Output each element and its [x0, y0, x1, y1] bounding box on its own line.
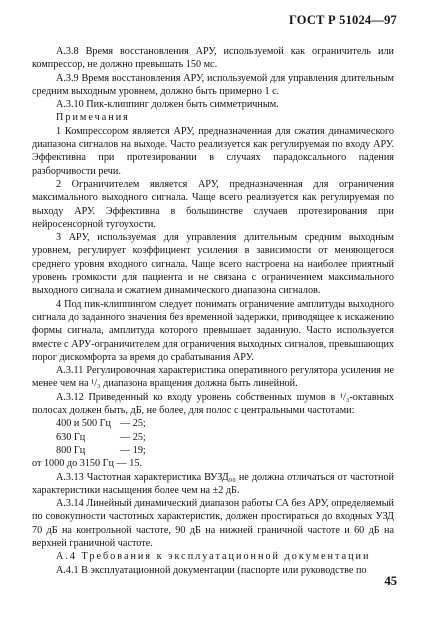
clause-a-3-11: А.3.11 Регулировочная характеристика оперативного регулятора усиления не менее чем на ¹/₃ диапазона вращения должна быть линейной.: [32, 365, 394, 390]
frequency-label: 800 Гц: [56, 444, 86, 456]
clause-a-3-10: А.3.10 Пик-клиппинг должен быть симметричным.: [56, 99, 279, 111]
section-a-4-heading: А.4 Требования к эксплуатационной документации: [56, 551, 371, 563]
noise-value: — 19;: [120, 444, 146, 456]
note-1: 1 Компрессором является АРУ, предназначенная для сжатия динамического диапазона сигналов на выходе. Часто реализуется как регулируемая по входу АРУ. Эффективна при протезировании в случаях парадоксального падения разборчивости речи.: [32, 125, 394, 177]
page-number: 45: [384, 574, 397, 588]
noise-level-list: [56, 417, 394, 457]
clause-a-3-13: А.3.13 Частотная характеристика ВУЗД₉₀ не должна отличаться от частотной характеристики насыщения более чем на ±2 дБ.: [32, 471, 394, 496]
noise-value: — 25;: [120, 418, 146, 430]
clause-a-4-1: А.4.1 В эксплуатационной документации (паспорте или руководстве по: [56, 564, 367, 576]
noise-level-row: [56, 444, 394, 457]
note-3: 3 АРУ, используемая для управления длительным средним выходным уровнем, регулирует коэффициент усиления в зависимости от меняющегося среднего уровня входного сигнала. Чаще всего настроена на наиболее приятный уровень громкости для пациента и не связана с ограничением максимального выходного сигнала и сжатием динамического диапазона сигналов.: [32, 232, 394, 297]
noise-value: — 25;: [120, 431, 146, 443]
note-4: 4 Под пик-клиппингом следует понимать ограничение амплитуды выходного сигнала до заданного значения без временной задержки, приводящее к искажению формы сигнала, амплитуда которого превышает заданную. Часто используется вместе с АРУ-ограничителем для ограничения выходных сигналов, превышающих порог дискомфорта за время до срабатывания АРУ.: [32, 298, 394, 363]
clause-a-3-12: А.3.12 Приведенный ко входу уровень собственных шумов в ¹/₃-октавных полосах должен быть, дБ, не более, для полос с центральными частотами:: [32, 391, 394, 417]
noise-level-row: [56, 431, 394, 444]
clause-a-3-14: А.3.14 Линейный динамический диапазон работы СА без АРУ, определяемый по совокупности частотных характеристик, должен простираться до входных УЗД 70 дБ на контрольной частоте, 90 дБ на нижней граничной частоте и 60 дБ на верхней граничной частоте.: [32, 498, 394, 549]
frequency-label: 400 и 500 Гц: [56, 418, 111, 430]
noise-level-row: [56, 417, 394, 430]
standard-header: ГОСТ Р 51024—97: [288, 13, 397, 27]
clause-a-3-8: А.3.8 Время восстановления АРУ, используемой как ограничитель или компрессор, не должно превышать 150 мс.: [32, 46, 394, 71]
document-body: [32, 45, 394, 577]
notes-heading: Примечания: [56, 112, 130, 124]
clause-a-3-9: А.3.9 Время восстановления АРУ, используемой для управления длительным средним выходным уровнем, должно быть примерно 1 с.: [32, 72, 394, 97]
noise-level-tail: от 1000 до 3150 Гц — 15.: [32, 458, 142, 470]
note-2: 2 Ограничителем является АРУ, предназначенная для ограничения максимального выходного сигнала. Чаще всего реализуется как регулируемая по выходу АРУ. Эффективна в большинстве случаев протезирования при нейросенсорной тугоухости.: [32, 178, 394, 230]
frequency-label: 630 Гц: [56, 431, 86, 443]
